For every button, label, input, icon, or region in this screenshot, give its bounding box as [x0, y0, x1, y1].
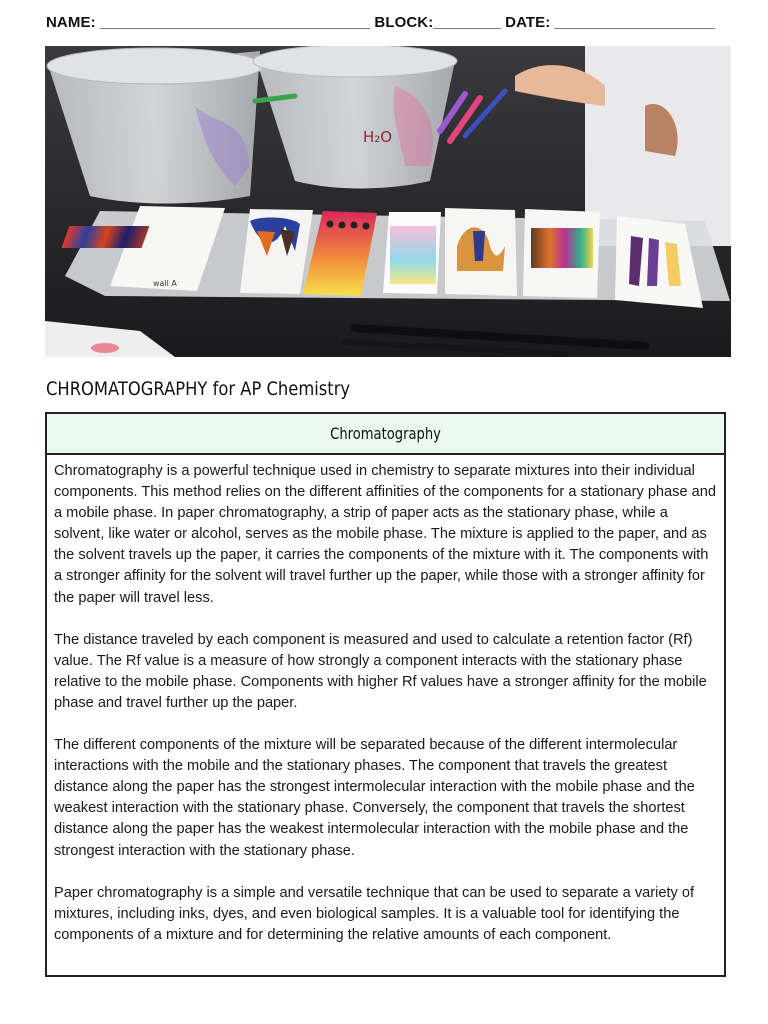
block-label: BLOCK:	[374, 14, 434, 31]
date-label: DATE:	[505, 14, 551, 31]
date-line[interactable]: ___________________	[554, 14, 716, 31]
section-heading-text: Chromatography	[330, 424, 441, 443]
chromatography-section	[45, 412, 726, 977]
section-heading	[47, 414, 724, 455]
beaker-label: H₂O	[363, 128, 393, 146]
block-line[interactable]: ________	[433, 14, 501, 31]
paragraph: Paper chromatography is a simple and versatile technique that can be used to separate a variety of mixtures, including inks, dyes, and even biological samples. It is a valuable tool for identifying the components of a mixture and for determining the relative amounts of each component.	[54, 884, 695, 943]
page-title: CHROMATOGRAPHY for AP Chemistry	[46, 378, 351, 400]
paragraph: The distance traveled by each component is measured and used to calculate a retention factor (Rf) value. The Rf value is a measure of how strongly a component interacts with the stationary phase relative to the mobile phase. Components with higher Rf values have a stronger affinity for the mobile phase and travel further up the paper.	[54, 631, 707, 711]
chromatography-photo	[45, 46, 731, 357]
strip-label: wall A	[153, 279, 177, 288]
section-body	[47, 455, 724, 946]
paragraph: Chromatography is a powerful technique used in chemistry to separate mixtures into their individual components. This method relies on the different affinities of the components for a stationary phase and a mobile phase. In paper chromatography, a strip of paper acts as the stationary phase, while a solvent, like water or alcohol, serves as the mobile phase. The mixture is applied to the paper, and as the solvent travels up the paper, it carries the components of the mixture with it. The components with a stronger affinity for the solvent will travel further up the paper, while those with a stronger affinity for the paper will travel less.	[54, 463, 716, 606]
name-label: NAME:	[46, 14, 96, 31]
paragraph: The different components of the mixture will be separated because of the different intermolecular interactions with the mobile and the stationary phases. The component that travels the greatest distance along the paper has the strongest intermolecular interaction with the mobile phase and the weakest interaction with the stationary phase. Conversely, the component that travels the shortest distance along the paper has the weakest intermolecular interaction with the mobile phase and the strongest interaction with the stationary phase.	[54, 737, 695, 859]
name-line[interactable]: ________________________________	[99, 14, 371, 31]
student-info-header	[46, 14, 726, 31]
